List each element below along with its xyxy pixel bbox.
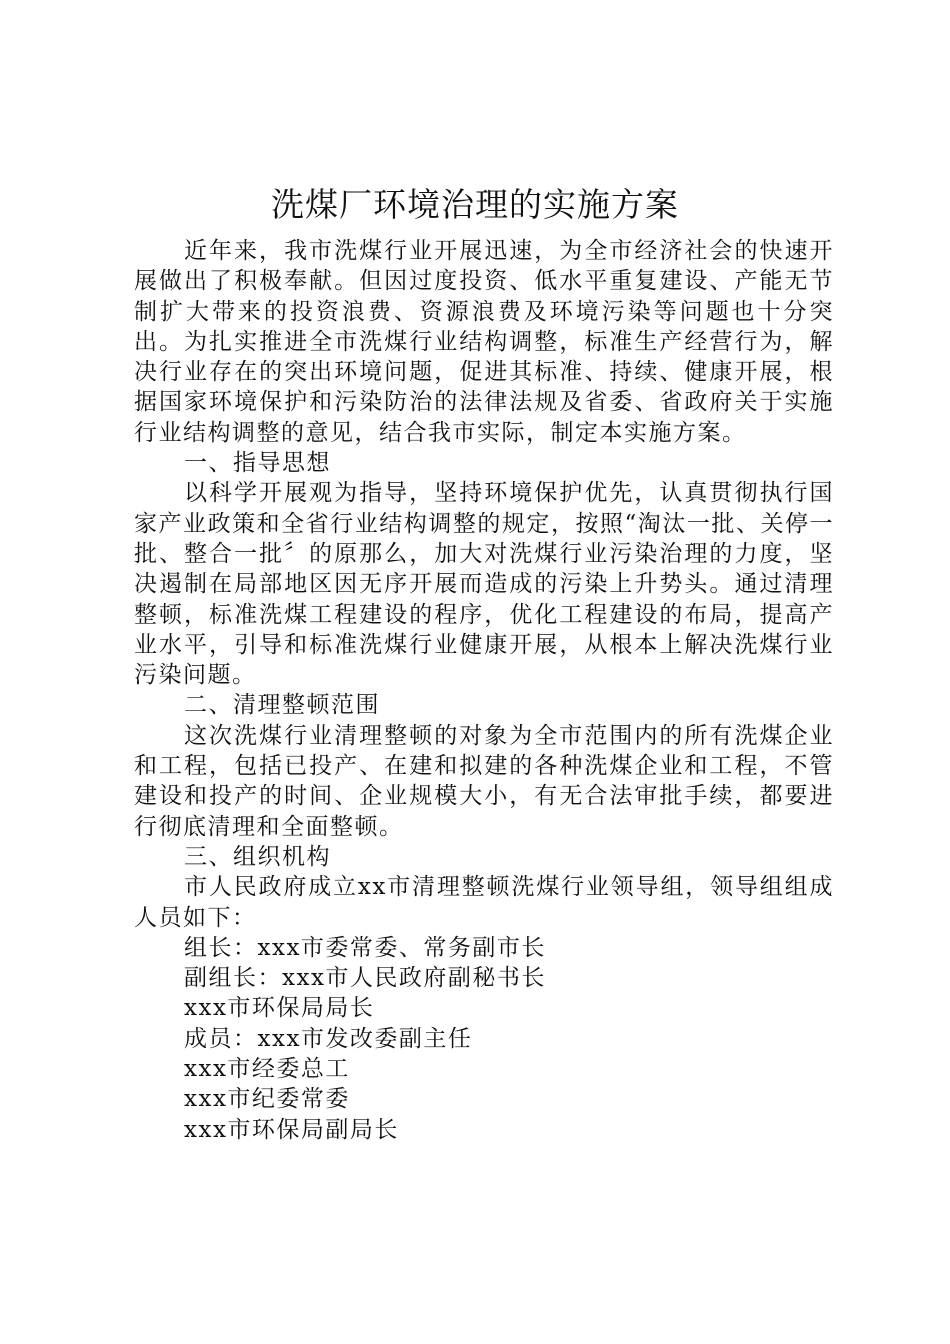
document-title: 洗煤厂环境治理的实施方案: [271, 185, 679, 224]
member-line: xxx市环保局副局长: [184, 1116, 399, 1143]
member-line: 组长：xxx市委常委、常务副市长: [184, 934, 546, 961]
scope-paragraph: 这次洗煤行业清理整顿的对象为全市范围内的所有洗煤企业和工程，包括已投产、在建和拟建的各种洗煤企业和工程，不管建设和投产的时间、企业规模大小，有无合法审批手续，都要进行彻底清理和全面整顿。: [134, 722, 834, 840]
member-line: 副组长：xxx市人民政府副秘书长: [184, 965, 546, 992]
member-line: xxx市纪委常委: [184, 1086, 350, 1113]
member-line: xxx市环保局局长: [184, 995, 375, 1022]
section-heading-scope: 二、清理整顿范围: [184, 692, 380, 719]
section-heading-guiding-ideology: 一、指导思想: [184, 450, 331, 477]
organization-paragraph: 市人民政府成立xx市清理整顿洗煤行业领导组，领导组组成人员如下：: [134, 874, 834, 931]
guiding-ideology-paragraph: 以科学开展观为指导，坚持环境保护优先，认真贯彻执行国家产业政策和全省行业结构调整的规定，按照“淘汰一批、关停一批、整合一批〞的原那么，加大对洗煤行业污染治理的力度，坚决遏制在局部地区因无序开展而造成的污染上升势头。通过清理整顿，标准洗煤工程建设的程序，优化工程建设的布局，提高产业水平，引导和标准洗煤行业健康开展，从根本上解决洗煤行业污染问题。: [134, 480, 834, 689]
member-line: xxx市经委总工: [184, 1056, 350, 1083]
document-body: [134, 236, 834, 1145]
section-heading-organization: 三、组织机构: [184, 843, 331, 870]
intro-paragraph: 近年来，我市洗煤行业开展迅速，为全市经济社会的快速开展做出了积极奉献。但因过度投资、低水平重复建设、产能无节制扩大带来的投资浪费、资源浪费及环境污染等问题也十分突出。为扎实推进全市洗煤行业结构调整，标准生产经营行为，解决行业存在的突出环境问题，促进其标准、持续、健康开展，根据国家环境保护和污染防治的法律法规及省委、省政府关于实施行业结构调整的意见，结合我市实际，制定本实施方案。: [134, 238, 834, 446]
member-line: 成员：xxx市发改委副主任: [184, 1025, 473, 1052]
